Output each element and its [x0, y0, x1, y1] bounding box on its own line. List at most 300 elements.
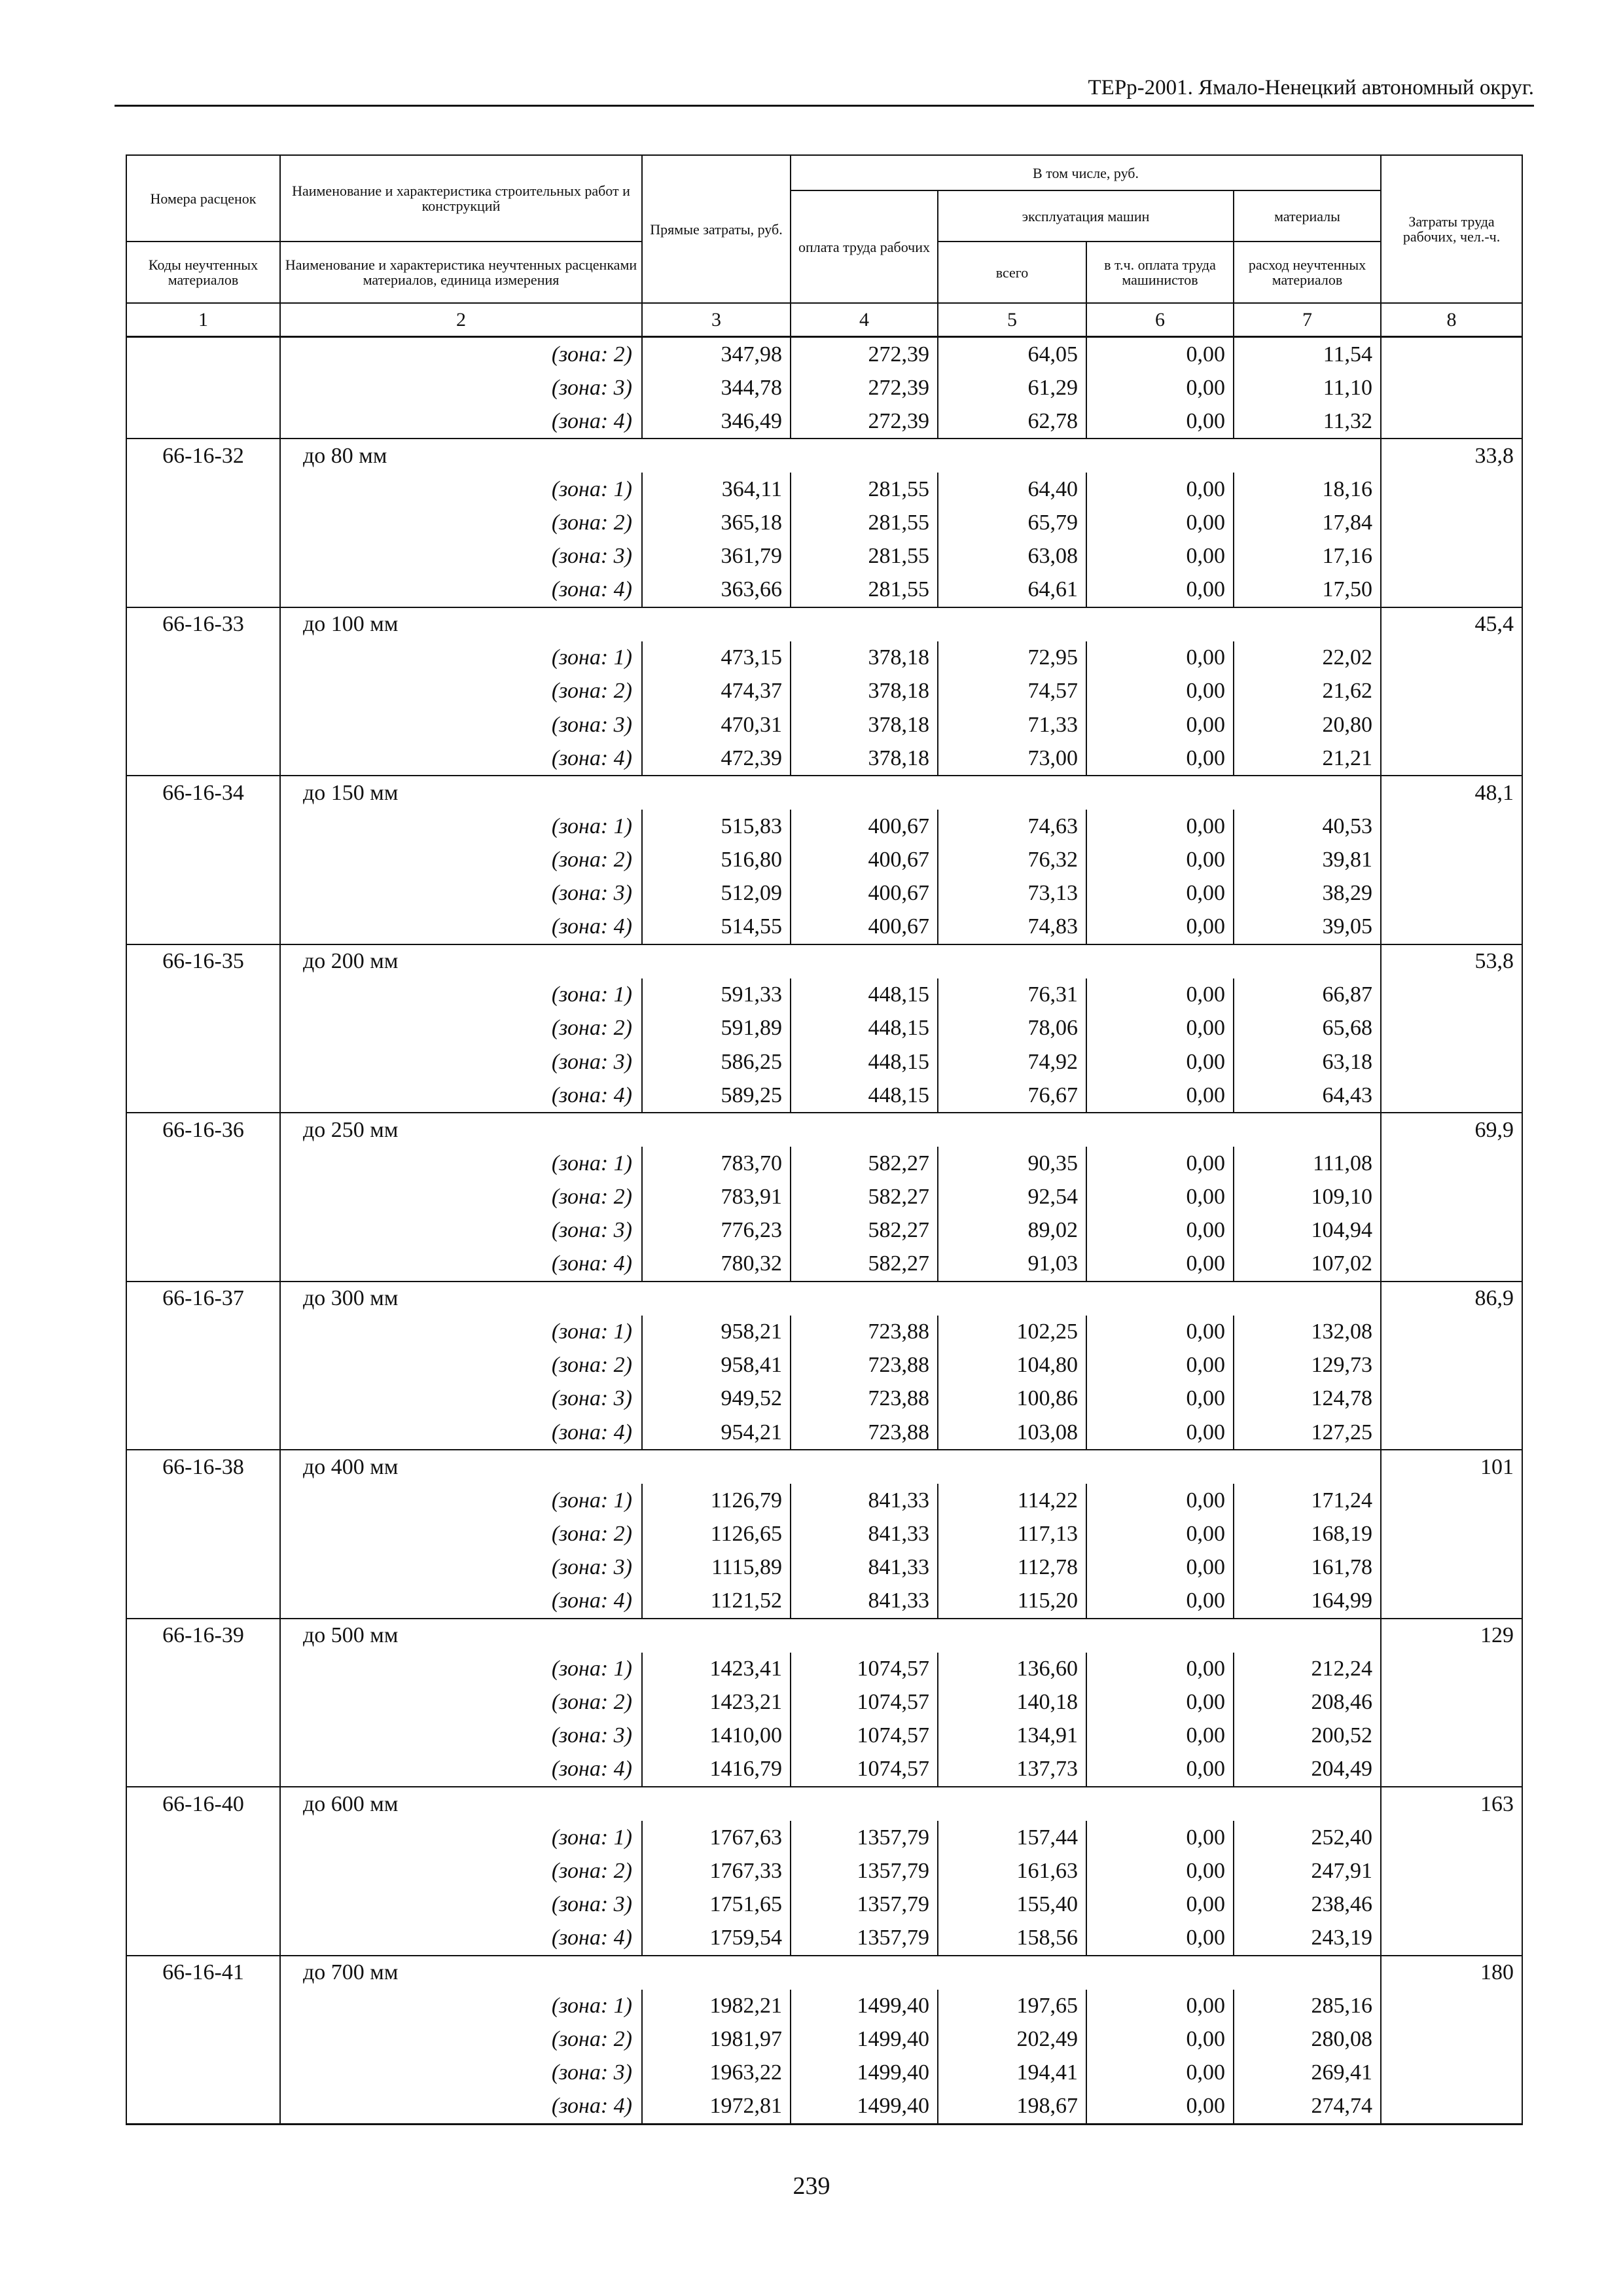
- machines-total: 61,29: [938, 371, 1086, 404]
- empty-code-cell: [126, 1921, 280, 1955]
- item-code: 66-16-33: [126, 607, 280, 641]
- materials-cost: 111,08: [1234, 1147, 1381, 1180]
- zone-row: [126, 1316, 1522, 1349]
- empty-labor-cell: [1381, 1147, 1522, 1180]
- materials-cost: 39,05: [1234, 910, 1381, 944]
- item-row: [126, 1787, 1522, 1821]
- empty-labor-cell: [1381, 404, 1522, 439]
- machines-total: 137,73: [938, 1753, 1086, 1787]
- machines-wage: 0,00: [1086, 1147, 1234, 1180]
- zone-label: (зона: 4): [280, 1247, 642, 1282]
- empty-labor-cell: [1381, 1990, 1522, 2023]
- labor-cost: 86,9: [1381, 1282, 1522, 1316]
- materials-cost: 38,29: [1234, 877, 1381, 910]
- direct-cost: 1981,97: [642, 2023, 791, 2056]
- wage-cost: 1357,79: [791, 1921, 938, 1955]
- empty-labor-cell: [1381, 1753, 1522, 1787]
- machines-wage: 0,00: [1086, 1316, 1234, 1349]
- item-code: 66-16-37: [126, 1282, 280, 1316]
- materials-cost: 204,49: [1234, 1753, 1381, 1787]
- materials-cost: 63,18: [1234, 1045, 1381, 1079]
- machines-total: 134,91: [938, 1719, 1086, 1753]
- machines-total: 72,95: [938, 641, 1086, 675]
- machines-wage: 0,00: [1086, 1990, 1234, 2023]
- zone-label: (зона: 2): [280, 843, 642, 876]
- zone-label: (зона: 1): [280, 1147, 642, 1180]
- empty-labor-cell: [1381, 1012, 1522, 1045]
- column-number: 4: [791, 303, 938, 337]
- item-code: 66-16-39: [126, 1619, 280, 1653]
- zone-label: (зона: 3): [280, 1045, 642, 1079]
- empty-code-cell: [126, 1584, 280, 1618]
- empty-labor-cell: [1381, 877, 1522, 910]
- item-row: [126, 776, 1522, 810]
- materials-cost: 280,08: [1234, 2023, 1381, 2056]
- machines-wage: 0,00: [1086, 1854, 1234, 1888]
- machines-wage: 0,00: [1086, 1753, 1234, 1787]
- item-row: [126, 1282, 1522, 1316]
- empty-code-cell: [126, 506, 280, 539]
- machines-wage: 0,00: [1086, 1686, 1234, 1719]
- labor-cost: 33,8: [1381, 439, 1522, 473]
- item-name: до 300 мм: [280, 1282, 1381, 1316]
- header-code-bottom: Коды неучтенных материалов: [126, 242, 280, 303]
- materials-cost: 238,46: [1234, 1888, 1381, 1921]
- zone-row: [126, 1484, 1522, 1517]
- zone-row: [126, 540, 1522, 573]
- direct-cost: 958,41: [642, 1349, 791, 1382]
- empty-code-cell: [126, 1517, 280, 1551]
- direct-cost: 363,66: [642, 573, 791, 607]
- empty-code-cell: [126, 810, 280, 843]
- labor-cost: 53,8: [1381, 944, 1522, 978]
- materials-cost: 164,99: [1234, 1584, 1381, 1618]
- zone-label: (зона: 2): [280, 1012, 642, 1045]
- zone-row: [126, 1753, 1522, 1787]
- zone-label: (зона: 3): [280, 1551, 642, 1584]
- zone-label: (зона: 4): [280, 910, 642, 944]
- empty-code-cell: [126, 1012, 280, 1045]
- empty-labor-cell: [1381, 371, 1522, 404]
- item-code: 66-16-35: [126, 944, 280, 978]
- zone-label: (зона: 3): [280, 877, 642, 910]
- machines-total: 136,60: [938, 1653, 1086, 1686]
- item-row: [126, 1956, 1522, 1990]
- empty-code-cell: [126, 1888, 280, 1921]
- wage-cost: 841,33: [791, 1484, 938, 1517]
- empty-labor-cell: [1381, 1551, 1522, 1584]
- header-including-group: В том числе, руб.: [791, 155, 1381, 190]
- zone-row: [126, 1990, 1522, 2023]
- item-name: до 200 мм: [280, 944, 1381, 978]
- empty-labor-cell: [1381, 1719, 1522, 1753]
- machines-wage: 0,00: [1086, 708, 1234, 742]
- empty-labor-cell: [1381, 978, 1522, 1012]
- machines-total: 112,78: [938, 1551, 1086, 1584]
- machines-total: 78,06: [938, 1012, 1086, 1045]
- item-row: [126, 1450, 1522, 1484]
- materials-cost: 274,74: [1234, 2090, 1381, 2125]
- empty-code-cell: [126, 1821, 280, 1854]
- empty-code-cell: [126, 1079, 280, 1113]
- machines-total: 155,40: [938, 1888, 1086, 1921]
- zone-label: (зона: 3): [280, 1213, 642, 1247]
- zone-label: (зона: 4): [280, 2090, 642, 2125]
- wage-cost: 582,27: [791, 1147, 938, 1180]
- machines-total: 74,63: [938, 810, 1086, 843]
- zone-row: [126, 1653, 1522, 1686]
- empty-labor-cell: [1381, 506, 1522, 539]
- direct-cost: 1416,79: [642, 1753, 791, 1787]
- wage-cost: 400,67: [791, 843, 938, 876]
- header-name-bottom: Наименование и характеристика неучтенных расценками материалов, единица измерения: [280, 242, 642, 303]
- zone-row: [126, 1012, 1522, 1045]
- materials-cost: 22,02: [1234, 641, 1381, 675]
- header-name-top: Наименование и характеристика строительных работ и конструкций: [280, 155, 642, 242]
- zone-row: [126, 1382, 1522, 1416]
- zone-row: [126, 1921, 1522, 1955]
- zone-label: (зона: 4): [280, 404, 642, 439]
- item-name: до 250 мм: [280, 1113, 1381, 1147]
- zone-row: [126, 473, 1522, 506]
- empty-code-cell: [126, 1416, 280, 1450]
- direct-cost: 1972,81: [642, 2090, 791, 2125]
- zone-label: (зона: 3): [280, 2056, 642, 2090]
- materials-cost: 129,73: [1234, 1349, 1381, 1382]
- empty-code-cell: [126, 2056, 280, 2090]
- wage-cost: 281,55: [791, 506, 938, 539]
- machines-total: 89,02: [938, 1213, 1086, 1247]
- machines-total: 74,92: [938, 1045, 1086, 1079]
- machines-total: 76,32: [938, 843, 1086, 876]
- empty-labor-cell: [1381, 2056, 1522, 2090]
- empty-labor-cell: [1381, 1382, 1522, 1416]
- machines-wage: 0,00: [1086, 1921, 1234, 1955]
- empty-labor-cell: [1381, 641, 1522, 675]
- materials-cost: 11,32: [1234, 404, 1381, 439]
- materials-cost: 17,16: [1234, 540, 1381, 573]
- item-code: 66-16-32: [126, 439, 280, 473]
- machines-wage: 0,00: [1086, 843, 1234, 876]
- labor-cost: 45,4: [1381, 607, 1522, 641]
- empty-labor-cell: [1381, 473, 1522, 506]
- zone-row: [126, 2090, 1522, 2125]
- machines-wage: 0,00: [1086, 473, 1234, 506]
- zone-label: (зона: 1): [280, 810, 642, 843]
- zone-label: (зона: 2): [280, 1854, 642, 1888]
- direct-cost: 783,70: [642, 1147, 791, 1180]
- empty-labor-cell: [1381, 675, 1522, 708]
- empty-labor-cell: [1381, 1213, 1522, 1247]
- machines-total: 62,78: [938, 404, 1086, 439]
- machines-total: 198,67: [938, 2090, 1086, 2125]
- machines-wage: 0,00: [1086, 1416, 1234, 1450]
- table-header: [126, 155, 1522, 337]
- empty-labor-cell: [1381, 1045, 1522, 1079]
- zone-label: (зона: 2): [280, 1349, 642, 1382]
- materials-cost: 171,24: [1234, 1484, 1381, 1517]
- direct-cost: 1121,52: [642, 1584, 791, 1618]
- direct-cost: 515,83: [642, 810, 791, 843]
- materials-cost: 124,78: [1234, 1382, 1381, 1416]
- machines-total: 73,00: [938, 742, 1086, 776]
- header-machines-total: всего: [938, 242, 1086, 303]
- machines-wage: 0,00: [1086, 877, 1234, 910]
- item-code: 66-16-40: [126, 1787, 280, 1821]
- machines-wage: 0,00: [1086, 742, 1234, 776]
- empty-labor-cell: [1381, 1349, 1522, 1382]
- materials-cost: 243,19: [1234, 1921, 1381, 1955]
- materials-cost: 107,02: [1234, 1247, 1381, 1282]
- direct-cost: 1767,33: [642, 1854, 791, 1888]
- empty-labor-cell: [1381, 2023, 1522, 2056]
- empty-labor-cell: [1381, 1316, 1522, 1349]
- wage-cost: 582,27: [791, 1213, 938, 1247]
- zone-row: [126, 1686, 1522, 1719]
- machines-wage: 0,00: [1086, 540, 1234, 573]
- direct-cost: 591,33: [642, 978, 791, 1012]
- empty-code-cell: [126, 1990, 280, 2023]
- wage-cost: 1357,79: [791, 1854, 938, 1888]
- wage-cost: 1074,57: [791, 1686, 938, 1719]
- materials-cost: 21,21: [1234, 742, 1381, 776]
- machines-wage: 0,00: [1086, 371, 1234, 404]
- zone-row: [126, 1888, 1522, 1921]
- column-number: 7: [1234, 303, 1381, 337]
- zone-label: (зона: 1): [280, 1316, 642, 1349]
- machines-wage: 0,00: [1086, 573, 1234, 607]
- machines-total: 76,31: [938, 978, 1086, 1012]
- machines-wage: 0,00: [1086, 1045, 1234, 1079]
- materials-cost: 11,54: [1234, 337, 1381, 372]
- wage-cost: 1499,40: [791, 2090, 938, 2125]
- empty-labor-cell: [1381, 910, 1522, 944]
- direct-cost: 473,15: [642, 641, 791, 675]
- direct-cost: 1126,65: [642, 1517, 791, 1551]
- empty-code-cell: [126, 473, 280, 506]
- empty-labor-cell: [1381, 1416, 1522, 1450]
- empty-code-cell: [126, 371, 280, 404]
- zone-row: [126, 1584, 1522, 1618]
- empty-labor-cell: [1381, 1584, 1522, 1618]
- wage-cost: 841,33: [791, 1517, 938, 1551]
- item-code: 66-16-34: [126, 776, 280, 810]
- item-name: до 100 мм: [280, 607, 1381, 641]
- zone-row: [126, 1045, 1522, 1079]
- wage-cost: 378,18: [791, 675, 938, 708]
- direct-cost: 512,09: [642, 877, 791, 910]
- zone-row: [126, 1719, 1522, 1753]
- labor-cost: 69,9: [1381, 1113, 1522, 1147]
- column-number: 6: [1086, 303, 1234, 337]
- direct-cost: 586,25: [642, 1045, 791, 1079]
- machines-total: 100,86: [938, 1382, 1086, 1416]
- item-name: до 80 мм: [280, 439, 1381, 473]
- item-row: [126, 439, 1522, 473]
- machines-total: 102,25: [938, 1316, 1086, 1349]
- direct-cost: 365,18: [642, 506, 791, 539]
- zone-row: [126, 1147, 1522, 1180]
- wage-cost: 400,67: [791, 810, 938, 843]
- direct-cost: 472,39: [642, 742, 791, 776]
- machines-wage: 0,00: [1086, 910, 1234, 944]
- direct-cost: 1963,22: [642, 2056, 791, 2090]
- wage-cost: 400,67: [791, 910, 938, 944]
- zone-row: [126, 1247, 1522, 1282]
- materials-cost: 104,94: [1234, 1213, 1381, 1247]
- machines-total: 140,18: [938, 1686, 1086, 1719]
- machines-total: 73,13: [938, 877, 1086, 910]
- direct-cost: 1751,65: [642, 1888, 791, 1921]
- column-number: 3: [642, 303, 791, 337]
- item-code: 66-16-36: [126, 1113, 280, 1147]
- zone-row: [126, 1180, 1522, 1213]
- empty-code-cell: [126, 843, 280, 876]
- zone-label: (зона: 3): [280, 1382, 642, 1416]
- wage-cost: 723,88: [791, 1316, 938, 1349]
- direct-cost: 1982,21: [642, 1990, 791, 2023]
- empty-labor-cell: [1381, 1854, 1522, 1888]
- item-row: [126, 944, 1522, 978]
- zone-label: (зона: 2): [280, 1180, 642, 1213]
- wage-cost: 582,27: [791, 1247, 938, 1282]
- machines-total: 90,35: [938, 1147, 1086, 1180]
- empty-code-cell: [126, 641, 280, 675]
- machines-total: 194,41: [938, 2056, 1086, 2090]
- machines-wage: 0,00: [1086, 2056, 1234, 2090]
- empty-code-cell: [126, 1551, 280, 1584]
- wage-cost: 281,55: [791, 473, 938, 506]
- zone-label: (зона: 3): [280, 1719, 642, 1753]
- wage-cost: 272,39: [791, 404, 938, 439]
- wage-cost: 281,55: [791, 540, 938, 573]
- direct-cost: 364,11: [642, 473, 791, 506]
- materials-cost: 168,19: [1234, 1517, 1381, 1551]
- empty-labor-cell: [1381, 573, 1522, 607]
- machines-wage: 0,00: [1086, 1180, 1234, 1213]
- empty-labor-cell: [1381, 843, 1522, 876]
- materials-cost: 39,81: [1234, 843, 1381, 876]
- header-machines-group: эксплуатация машин: [938, 190, 1234, 242]
- machines-total: 91,03: [938, 1247, 1086, 1282]
- wage-cost: 1074,57: [791, 1653, 938, 1686]
- zone-label: (зона: 1): [280, 1653, 642, 1686]
- zone-row: [126, 641, 1522, 675]
- empty-labor-cell: [1381, 1686, 1522, 1719]
- empty-code-cell: [126, 1753, 280, 1787]
- wage-cost: 1499,40: [791, 2023, 938, 2056]
- empty-labor-cell: [1381, 1921, 1522, 1955]
- wage-cost: 1357,79: [791, 1821, 938, 1854]
- wage-cost: 1074,57: [791, 1719, 938, 1753]
- zone-row: [126, 2056, 1522, 2090]
- empty-code-cell: [126, 742, 280, 776]
- empty-labor-cell: [1381, 1484, 1522, 1517]
- machines-wage: 0,00: [1086, 1079, 1234, 1113]
- item-row: [126, 1113, 1522, 1147]
- materials-cost: 247,91: [1234, 1854, 1381, 1888]
- empty-code-cell: [126, 1854, 280, 1888]
- machines-total: 114,22: [938, 1484, 1086, 1517]
- zone-label: (зона: 1): [280, 978, 642, 1012]
- empty-code-cell: [126, 1484, 280, 1517]
- direct-cost: 1423,21: [642, 1686, 791, 1719]
- direct-cost: 783,91: [642, 1180, 791, 1213]
- machines-wage: 0,00: [1086, 1821, 1234, 1854]
- zone-label: (зона: 2): [280, 675, 642, 708]
- empty-code-cell: [126, 1247, 280, 1282]
- materials-cost: 252,40: [1234, 1821, 1381, 1854]
- direct-cost: 514,55: [642, 910, 791, 944]
- wage-cost: 1499,40: [791, 2056, 938, 2090]
- machines-total: 202,49: [938, 2023, 1086, 2056]
- zone-row: [126, 1854, 1522, 1888]
- price-table: [126, 154, 1523, 2125]
- machines-wage: 0,00: [1086, 1653, 1234, 1686]
- empty-code-cell: [126, 1180, 280, 1213]
- direct-cost: 954,21: [642, 1416, 791, 1450]
- materials-cost: 66,87: [1234, 978, 1381, 1012]
- machines-wage: 0,00: [1086, 1584, 1234, 1618]
- zone-row: [126, 978, 1522, 1012]
- direct-cost: 1115,89: [642, 1551, 791, 1584]
- machines-wage: 0,00: [1086, 1551, 1234, 1584]
- zone-label: (зона: 4): [280, 1079, 642, 1113]
- machines-total: 197,65: [938, 1990, 1086, 2023]
- wage-cost: 272,39: [791, 371, 938, 404]
- zone-row: [126, 337, 1522, 372]
- materials-cost: 212,24: [1234, 1653, 1381, 1686]
- machines-total: 104,80: [938, 1349, 1086, 1382]
- machines-total: 76,67: [938, 1079, 1086, 1113]
- machines-total: 92,54: [938, 1180, 1086, 1213]
- materials-cost: 127,25: [1234, 1416, 1381, 1450]
- machines-wage: 0,00: [1086, 404, 1234, 439]
- zone-row: [126, 843, 1522, 876]
- header-code-top: Номера расценок: [126, 155, 280, 242]
- zone-label: (зона: 3): [280, 708, 642, 742]
- zone-row: [126, 1079, 1522, 1113]
- wage-cost: 448,15: [791, 1045, 938, 1079]
- zone-label: (зона: 2): [280, 337, 642, 372]
- empty-code-cell: [126, 675, 280, 708]
- machines-wage: 0,00: [1086, 1247, 1234, 1282]
- item-row: [126, 1619, 1522, 1653]
- machines-wage: 0,00: [1086, 1213, 1234, 1247]
- machines-wage: 0,00: [1086, 1517, 1234, 1551]
- materials-cost: 132,08: [1234, 1316, 1381, 1349]
- empty-code-cell: [126, 1653, 280, 1686]
- machines-total: 65,79: [938, 506, 1086, 539]
- zone-row: [126, 810, 1522, 843]
- zone-label: (зона: 2): [280, 1686, 642, 1719]
- wage-cost: 1074,57: [791, 1753, 938, 1787]
- empty-labor-cell: [1381, 810, 1522, 843]
- materials-cost: 17,84: [1234, 506, 1381, 539]
- machines-total: 115,20: [938, 1584, 1086, 1618]
- zone-label: (зона: 3): [280, 1888, 642, 1921]
- machines-wage: 0,00: [1086, 2090, 1234, 2125]
- wage-cost: 1499,40: [791, 1990, 938, 2023]
- empty-code-cell: [126, 1045, 280, 1079]
- machines-total: 64,61: [938, 573, 1086, 607]
- header-machines-wage: в т.ч. оплата труда машинистов: [1086, 242, 1234, 303]
- direct-cost: 347,98: [642, 337, 791, 372]
- zone-label: (зона: 1): [280, 473, 642, 506]
- zone-row: [126, 877, 1522, 910]
- machines-wage: 0,00: [1086, 1484, 1234, 1517]
- wage-cost: 582,27: [791, 1180, 938, 1213]
